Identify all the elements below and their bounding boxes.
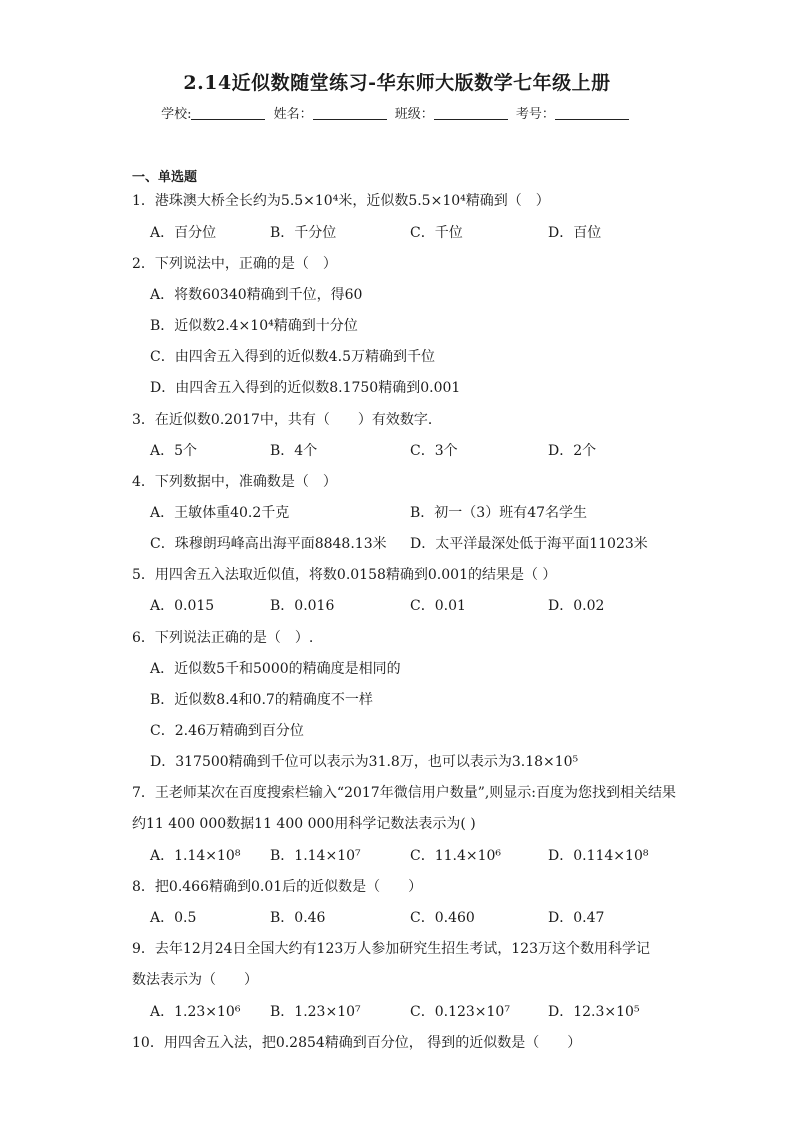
question-8-option-b[interactable]: B．0.46 <box>270 910 326 926</box>
question-3-option-d[interactable]: D．2个 <box>548 443 597 459</box>
question-2-option-d[interactable]: D．由四舍五入得到的近似数8.1750精确到0.001 <box>150 380 461 396</box>
question-5-option-b[interactable]: B．0.016 <box>270 598 335 614</box>
question-3-stem: 3．在近似数0.2017中，共有（ ）有效数字． <box>132 412 442 428</box>
question-3-option-b[interactable]: B．4个 <box>270 443 318 459</box>
question-8-option-d[interactable]: D．0.47 <box>548 910 605 926</box>
class-blank[interactable] <box>434 106 508 120</box>
question-6-option-a[interactable]: A．近似数5千和5000的精确度是相同的 <box>150 661 401 677</box>
question-5-stem: 5．用四舍五入法取近似值，将数0.0158精确到0.001的结果是（ ） <box>132 567 557 583</box>
section-title: 一、单选题 <box>132 170 198 185</box>
question-6-option-c[interactable]: C．2.46万精确到百分位 <box>150 723 304 739</box>
question-9-stem-line-1: 9．去年12月24日全国大约有123万人参加研究生招生考试，123万这个数用科学记 <box>132 941 650 957</box>
question-4-option-c[interactable]: C．珠穆朗玛峰高出海平面8848.13米 <box>150 536 387 552</box>
question-6-option-d[interactable]: D．317500精确到千位可以表示为31.8万，也可以表示为3.18×10⁵ <box>150 754 579 770</box>
question-9-stem-line-2: 数法表示为（ ） <box>132 972 258 988</box>
exam-no-label: 考号： <box>515 107 555 122</box>
student-info-row <box>0 103 794 122</box>
question-10-stem: 10．用四舍五入法，把0.2854精确到百分位， 得到的近似数是（ ） <box>132 1035 582 1051</box>
question-2-option-c[interactable]: C．由四舍五入得到的近似数4.5万精确到千位 <box>150 349 435 365</box>
question-7-stem-line-1: 7．王老师某次在百度搜索栏输入“2017年微信用户数量”,则显示:百度为您找到相关结果 <box>132 785 677 801</box>
question-6-option-b[interactable]: B．近似数8.4和0.7的精确度不一样 <box>150 692 373 708</box>
question-9-option-d[interactable]: D．12.3×10⁵ <box>548 1004 640 1020</box>
question-3-option-c[interactable]: C．3个 <box>410 443 458 459</box>
question-2-option-a[interactable]: A．将数60340精确到千位，得60 <box>150 287 363 303</box>
question-4-option-b[interactable]: B．初一（3）班有47名学生 <box>410 505 588 521</box>
question-5-option-c[interactable]: C．0.01 <box>410 598 466 614</box>
question-7-option-b[interactable]: B．1.14×10⁷ <box>270 848 361 864</box>
class-label: 班级： <box>394 107 434 122</box>
question-7-option-a[interactable]: A．1.14×10⁸ <box>150 848 241 864</box>
question-7-option-c[interactable]: C．11.4×10⁶ <box>410 848 502 864</box>
question-2-stem: 2．下列说法中，正确的是（ ） <box>132 256 337 272</box>
question-4-stem: 4．下列数据中，准确数是（ ） <box>132 474 337 490</box>
page-title: 2.14近似数随堂练习-华东师大版数学七年级上册 <box>183 72 611 94</box>
question-4-option-d[interactable]: D．太平洋最深处低于海平面11023米 <box>410 536 648 552</box>
question-1-option-a[interactable]: A．百分位 <box>150 225 217 241</box>
question-4-option-a[interactable]: A．王敏体重40.2千克 <box>150 505 290 521</box>
question-1-option-c[interactable]: C．千位 <box>410 225 463 241</box>
exam-no-blank[interactable] <box>555 106 629 120</box>
school-label: 学校: <box>161 107 192 122</box>
question-9-option-a[interactable]: A．1.23×10⁶ <box>150 1004 241 1020</box>
name-blank[interactable] <box>313 106 387 120</box>
question-1-option-d[interactable]: D．百位 <box>548 225 602 241</box>
question-5-option-d[interactable]: D．0.02 <box>548 598 605 614</box>
question-9-option-c[interactable]: C．0.123×10⁷ <box>410 1004 510 1020</box>
question-2-option-b[interactable]: B．近似数2.4×10⁴精确到十分位 <box>150 318 358 334</box>
school-blank[interactable] <box>191 106 265 120</box>
question-3-option-a[interactable]: A．5个 <box>150 443 198 459</box>
question-8-option-c[interactable]: C．0.460 <box>410 910 475 926</box>
name-label: 姓名： <box>273 107 313 122</box>
question-1-option-b[interactable]: B．千分位 <box>270 225 337 241</box>
question-6-stem: 6．下列说法正确的是（ ）. <box>132 630 314 646</box>
question-7-stem-line-2: 约11 400 000数据11 400 000用科学记数法表示为( ) <box>132 816 476 832</box>
question-7-option-d[interactable]: D．0.114×10⁸ <box>548 848 649 864</box>
question-9-option-b[interactable]: B．1.23×10⁷ <box>270 1004 361 1020</box>
question-8-option-a[interactable]: A．0.5 <box>150 910 197 926</box>
question-8-stem: 8．把0.466精确到0.01后的近似数是（ ） <box>132 879 423 895</box>
question-5-option-a[interactable]: A．0.015 <box>150 598 215 614</box>
question-1-stem: 1．港珠澳大桥全长约为5.5×10⁴米，近似数5.5×10⁴精确到（ ） <box>132 193 550 209</box>
